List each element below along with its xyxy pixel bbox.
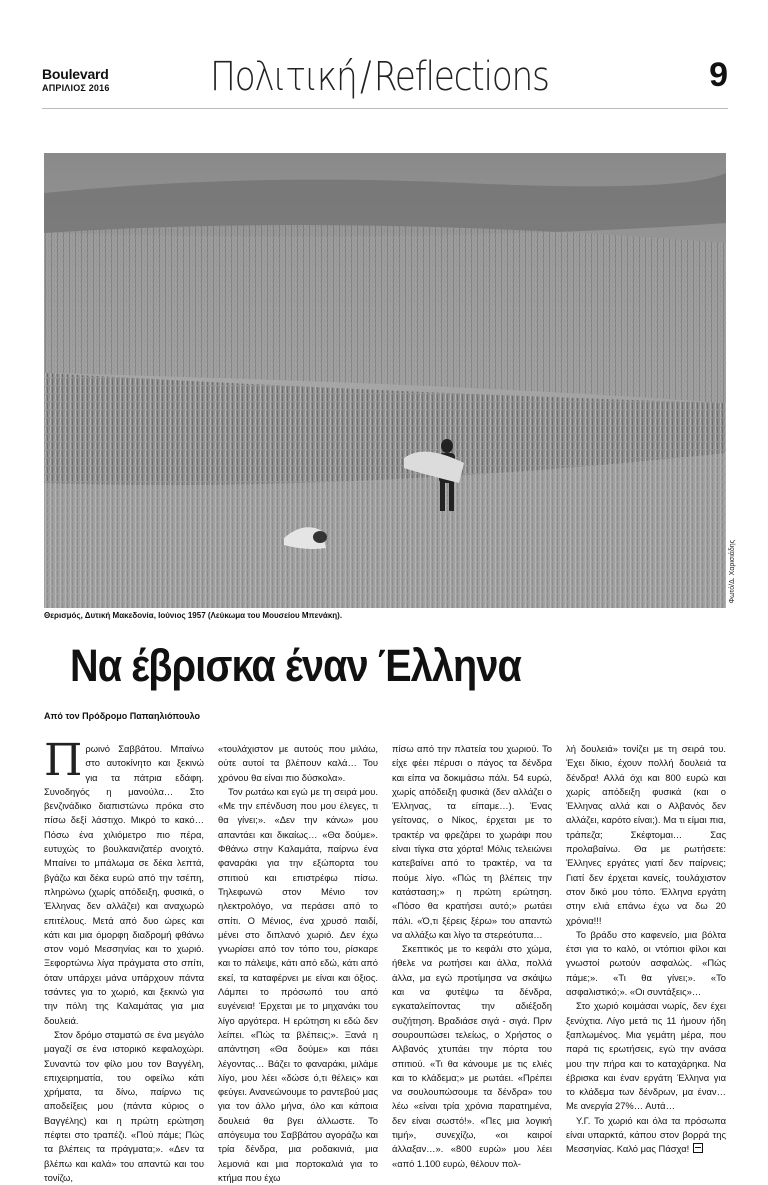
paragraph: λή δουλειά» τονίζει με τη σειρά του. Έχει δίκιο, έχουν πολλή δουλειά τα δένδρα! Αλλά όχι και 800 ευρώ και χωρίς απόδειξη φυσικά (και ο Έλληνας αλλά και ο Αλβανός δεν αλλάζει, καρότο είναι;). Μα τι είμαι πια, τράπεζα; Σκέφτομαι… Σας προλαβαίνω. Θα με ρωτήσετε: Έλληνες εργάτες γιατί δεν παίρνεις; Γιατί δεν έρχεται κανείς, τουλάχιστον στον δικό μου τόπο. Έλληνα εργάτη στην ελιά επάνω έχω να δω 20 χρόνια!!! [566, 743, 726, 926]
section-right: Reflections [373, 54, 549, 100]
article-column-3 [392, 742, 552, 1171]
paragraph: Υ.Γ. Το χωριό και όλα τα πρόσωπα είναι υπαρκτά, κάπου στον βορρά της Μεσσηνίας. Καλό μας Πάσχα! [566, 1114, 726, 1155]
paragraph: «τουλάχιστον με αυτούς που μιλάω, ούτε αυτοί τα βλέπουν καλά… Του χρόνου θα είναι πιο δύσκολα». [218, 743, 378, 783]
paragraph: Πρωινό Σαββάτου. Μπαίνω στο αυτοκίνητο και ξεκινώ για τα πάτρια εδάφη. Συνοδηγός η μανούλα… Στο βενζινάδικο διαπιστώνω πρόκα στο πίσω δεξί λάστιχο. Μικρό το κακό… Πόσω ένα χιλιόμετρο πιο πέρα, ευτυχώς το βουλκανιζατέρ ανοιχτό. Μπαίνει το μπάλωμα σε δέκα λεπτά, βγάζω και δέκα ευρώ από την τσέπη, πληρώνω (χωρίς απόδειξη, φυσικά, ο Έλληνας δεν αλλάζει) και αναχωρώ επιτέλους. Μετά από δυο ώρες και κάτι και μια όμορφη διαδρομή φθάνω στον νομό Μεσσηνίας και το χωριό. Ξεφορτώνω λίγα πράγματα στο σπίτι, όταν υπάρχει μάνα υπάρχουν πάντα τσάντες για το χωριό, και ξεκινώ για την πόλη της Καλαμάτας για μια δουλειά. [44, 735, 204, 1026]
section-left: Πολιτική [210, 54, 357, 100]
photo-caption: Θερισμός, Δυτική Μακεδονία, Ιούνιος 1957 (Λεύκωμα του Μουσείου Μπενάκη). [44, 611, 343, 620]
drop-cap: Π [44, 735, 83, 786]
paragraph: Στο χωριό κοιμάσαι νωρίς, δεν έχει ξενύχτια. Λίγο μετά τις 11 ήμουν ήδη ξαπλωμένος. Μια γεμάτη μέρα, που παρά τις ερωτήσεις, εγώ την ανάσα μου την πήρα και το καταχάρηκα. Να έβρισκα και έναν εργάτη Έλληνα για το κλάδεμα των δένδρων, μα έναν… Με ανεργία 27%… Αυτά… [566, 1000, 726, 1112]
brand-name: Boulevard [42, 66, 109, 82]
paragraph: Στον δρόμο σταματώ σε ένα μεγάλο μαγαζί σε ένα ιστορικό κεφαλοχώρι. Συναντώ τον φίλο μου τον Βαγγέλη, επιχειρηματία, του οφείλω κάτι χρήματα, τα δίνω, παίρνω τις αποδείξεις μου (πάντα κύριος ο Βαγγέλης) και η πρώτη ερώτηση πέφτει στο τραπέζι. «Πού πάμε; Πώς τα βλέπεις τα πράγματα;». «Δεν τα βλέπω και καλά» του απαντώ και του τονίζω, [44, 1028, 204, 1183]
masthead [42, 54, 728, 108]
paragraph: Σκεπτικός με το κεφάλι στο χώμα, ήθελε να ρωτήσει και άλλα, πολλά άλλα, μα εγώ προτίμησα να σκάψω και να φυτέψω τα δένδρα, εγκαταλείποντας την αδιέξοδη συζήτηση. Βραδιάσε σιγά - σιγά. Πριν σουρουπώσει τελείως, ο Χρήστος ο Αλβανός χτυπάει την πόρτα του σπιτιού. «Τι θα κάνουμε με τις ελιές και το κλάδεμα;» με ρωτάει. «Πρέπει να σουλουπώσουμε τα δένδρα» του λέω «είναι τρία χρόνια παρατημένα, δεν είναι σωστό!». «Πες μια λογική τιμή», συνεχίζω, «οι καιροί άλλαξαν…». «800 ευρώ» μου λέει «από 1.100 ευρώ, θέλουν πολ- [392, 943, 552, 1169]
article-body [44, 735, 726, 1183]
issue-date: ΑΠΡΙΛΙΟΣ 2016 [42, 83, 110, 93]
photo-credit: Φωτό/Δ. Χαρισιάδης [729, 540, 736, 604]
article-column-4 [566, 742, 726, 1157]
article-column-2 [218, 742, 378, 1185]
paragraph: Το βράδυ στο καφενείο, μια βόλτα έτσι για το καλό, οι ντόπιοι φίλοι και γνωστοί ρωτούν ασφαλώς. «Πώς πάμε;». «Τι θα γίνει;». «Το ασφαλιστικό;». «Οι συντάξεις»… [566, 928, 726, 998]
page-number: 9 [709, 56, 728, 94]
header-divider [42, 108, 728, 109]
section-slash: / [359, 54, 371, 100]
article-byline: Από τον Πρόδρομο Παπαηλιόπουλο [44, 711, 200, 721]
article-headline: Να έβρισκα έναν Έλληνα [70, 640, 521, 691]
paragraph: Τον ρωτάω και εγώ με τη σειρά μου. «Με την επένδυση που μου έλεγες, τι θα γίνει;». «Δεν την κάνω» μου απαντάει και δικαίως… «Θα δούμε». Φθάνω στην Καλαμάτα, παίρνω ένα φαναράκι για την εξώπορτα του σπιτιού και επιστρέφω πίσω. Τηλεφωνώ στον Μένιο τον ηλεκτρολόγο, να περάσει από το σπίτι. Ο Μένιος, ένα χρυσό παιδί, μένει στο διπλανό χωριό. Δεν έχω γνωρίσει από τον τόπο του, ρίσκαρε και το πάλεψε, κάτι από εδώ, κάτι από εκεί, τα καταφέρνει με είναι και όξιος. Λάμπει το πρόσωπό του από ευγένεια! Έρχεται με το μηχανάκι του λίγο αργότερα. Η ερώτηση κι εδώ δεν λείπει. «Πώς τα βλέπεις;». Ξανά η απάντηση «Θα δούμε» και πάει λέγοντας… Βάζει το φαναράκι, μιλάμε λίγο, μου λέει «δώσε ό,τι θέλεις» και φεύγει. Ανανεώνουμε το ραντεβού μας για τον άλλο μήνα, όλο και κάποια δουλειά θα βγει άλλωστε. Το απόγευμα του Σαββάτου αγοράζω και τρία δένδρα, μια ροδακινιά, μια λεμονιά και μια πορτοκαλιά για το κτήμα που έχω [218, 785, 378, 1183]
end-mark-icon [693, 1143, 703, 1153]
wheat-harvest-photo [44, 153, 726, 608]
paragraph: πίσω από την πλατεία του χωριού. Το είχε φέει πέρυσι ο πάγος τα δένδρα και είπα να δοκιμάσω πάλι. 54 ευρώ, χωρίς απόδειξη φυσικά (δεν αλλάζει ο Έλληνας, τα είπαμε…). Ένας γείτονας, ο Νίκος, έρχεται με το τρακτέρ να φρεζάρει το χωράφι που είναι τίγκα στα χόρτα! Μόλις τελειώνει κατεβαίνει από το τρακτέρ, να τα πούμε λίγο. «Πώς τη βλέπεις την κατάσταση;» η πρώτη ερώτηση. «Πόσο θα κρατήσει αυτό;» ρωτάει πάλι. «Ό,τι ξέρεις ξέρω» του απαντώ να αλλάξω και λίγο τα στερεότυπα… [392, 743, 552, 940]
section-title [210, 54, 549, 100]
article-column-1 [44, 735, 204, 1185]
brand-logo [42, 68, 110, 95]
